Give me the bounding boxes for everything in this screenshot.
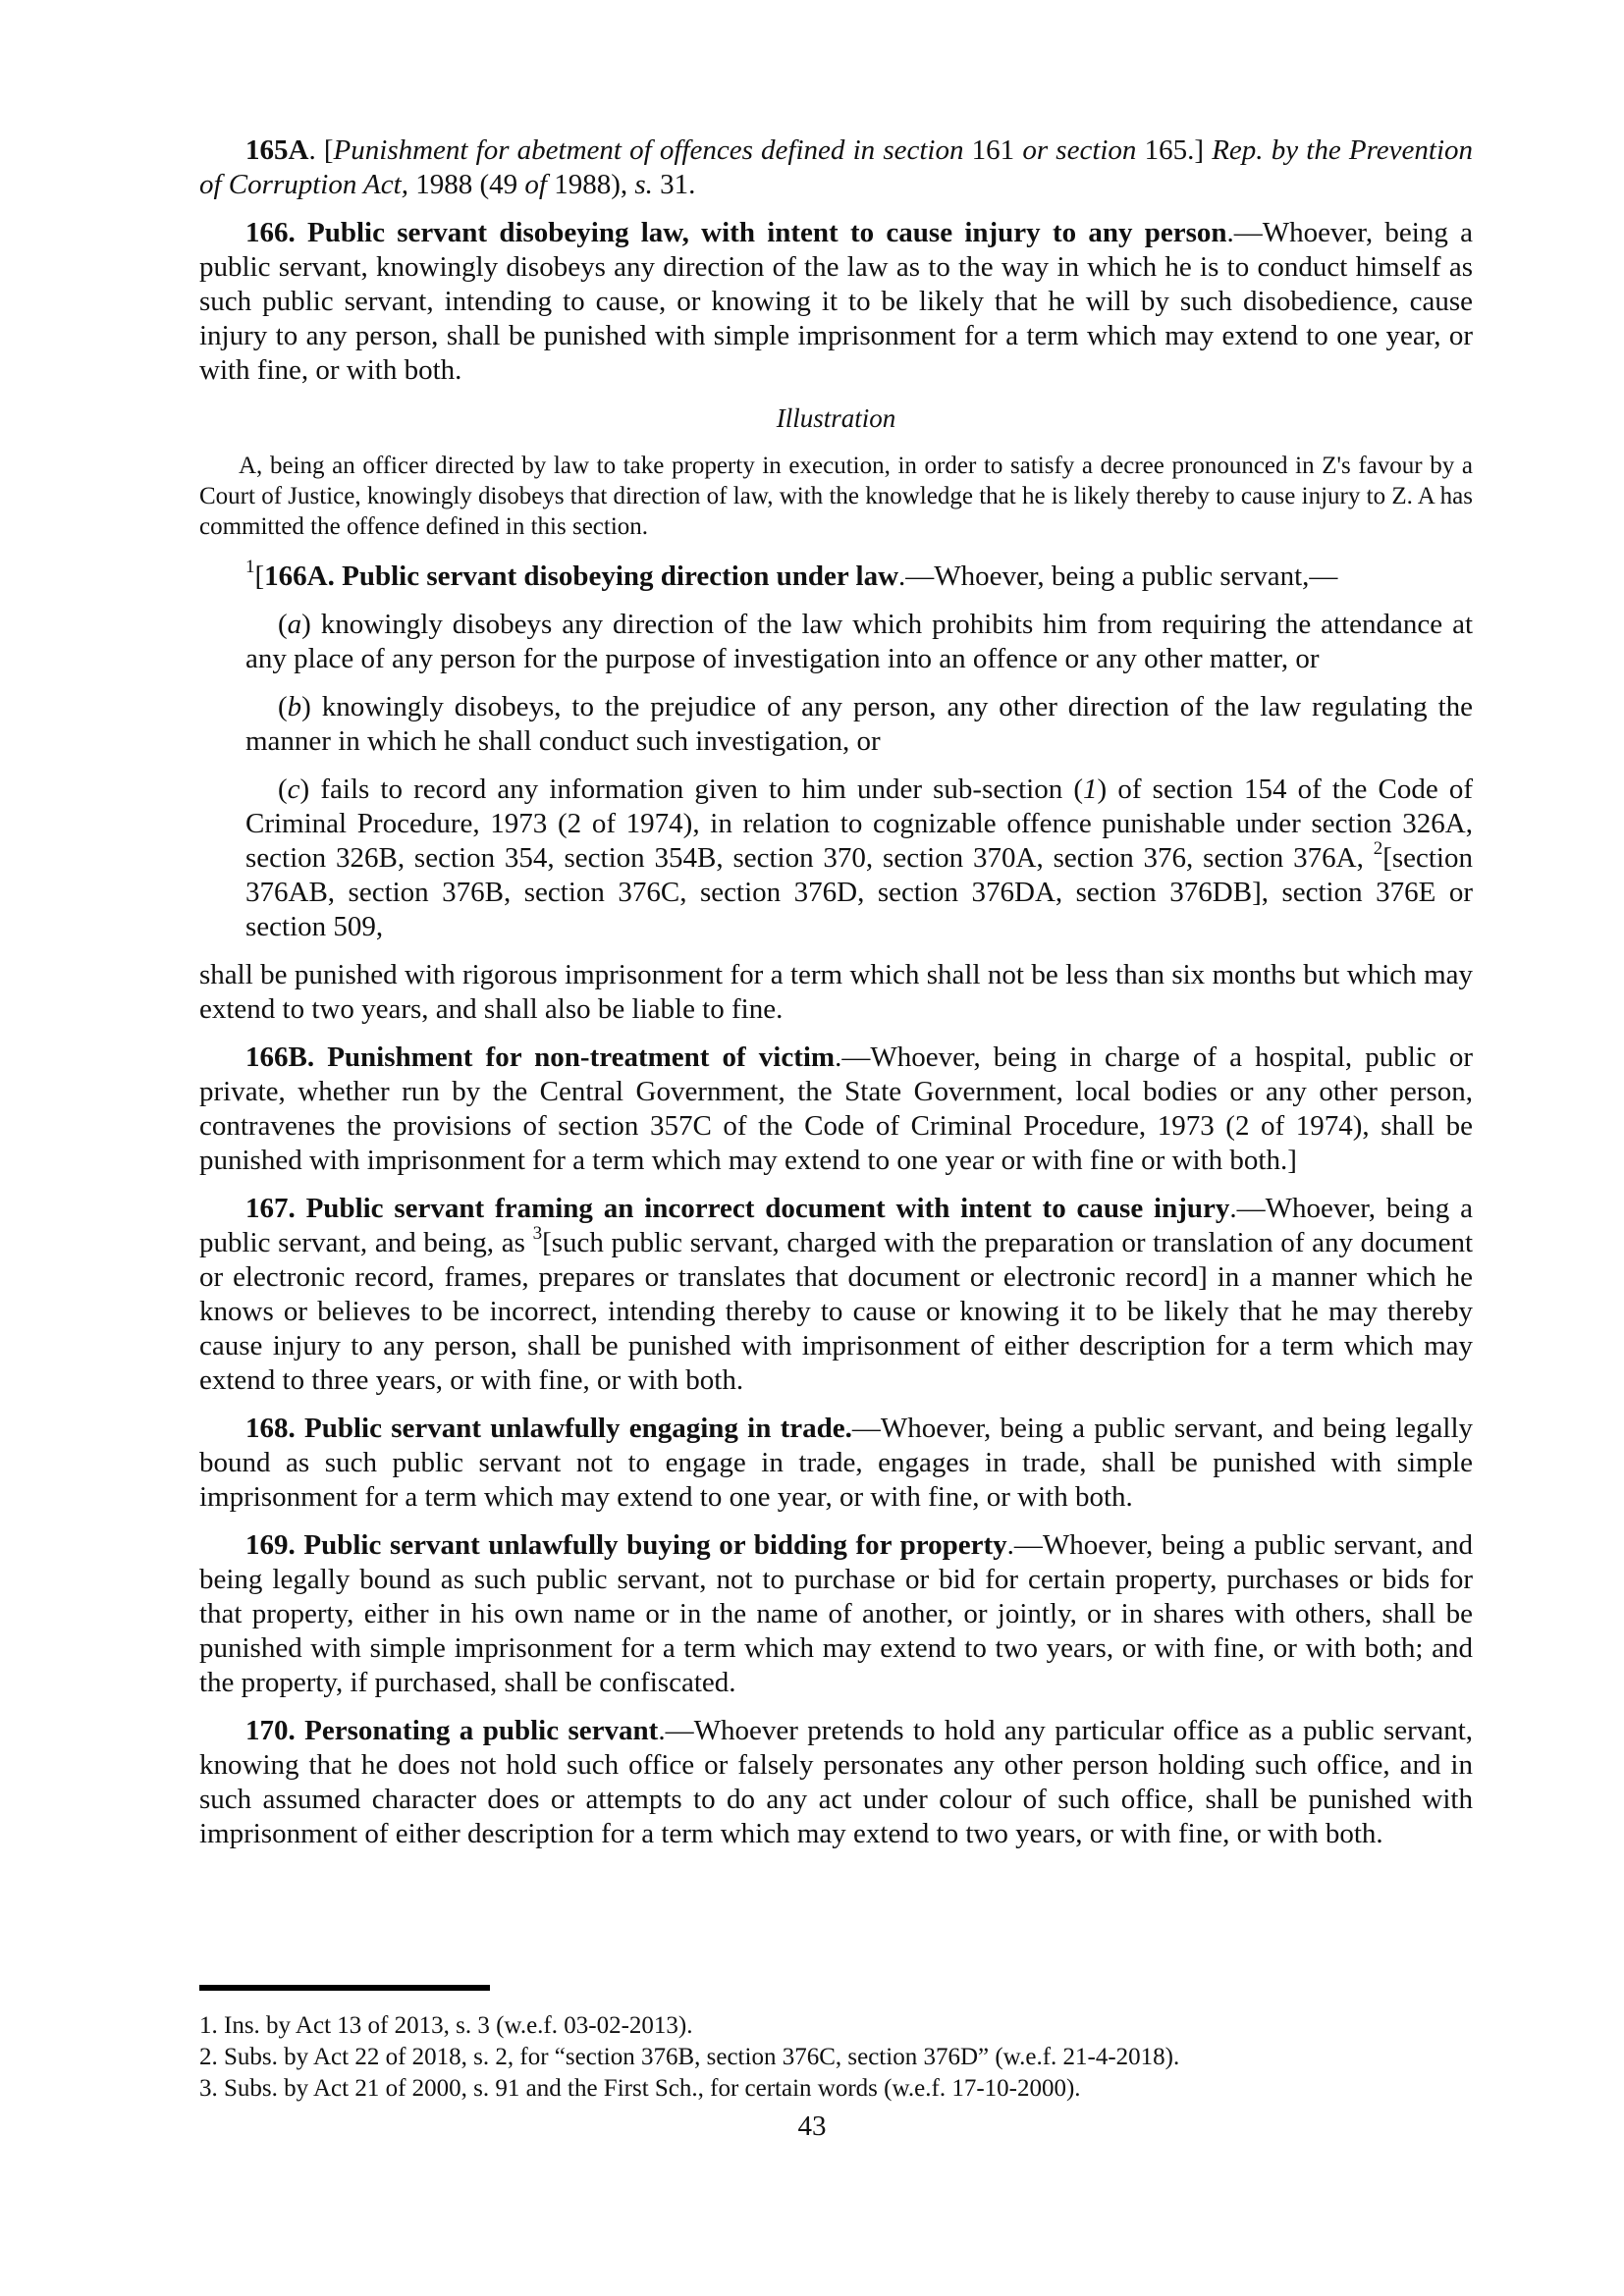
text-run: [: [254, 561, 265, 592]
text-run: of: [524, 169, 555, 200]
text-run: Rep. by the Prevention of Corruption Act,: [199, 134, 1474, 200]
text-run: .—Whoever, being a public servant, knowingly disobeys any direction of the law as to the way in which he is to conduct himself as such public servant, intending to cause, or knowing it to be likely that he will by such disobedience, cause injury to any person, shall be punished with simple imprisonment for a term which may extend to one year, or with fine, or with both.: [199, 217, 1473, 386]
para-166a-closing: [199, 958, 1473, 1027]
clause-b: [245, 690, 1473, 759]
para-165a: [199, 133, 1473, 202]
text-run: . [: [308, 134, 334, 166]
para-166: [199, 216, 1473, 388]
text-run: .—Whoever pretends to hold any particular office as a public servant, knowing that he does not hold such office or falsely personates any other person holding such office, and in such assumed character does or attempts to do any act under colour of such office, shall be punished with imprisonment of either description for a term which may extend to two years, or with fine, or with both.: [199, 1715, 1474, 1849]
footnotes: [199, 1985, 1473, 2105]
text-run: 167. Public servant framing an incorrect document with intent to cause injury: [245, 1193, 1230, 1224]
text-run: —Whoever, being a public servant, and being legally bound as such public servant not to engage in trade, engages in trade, shall be punished with simple imprisonment for a term which may extend to one year, or with fine, or with both.: [199, 1413, 1473, 1513]
text-run: c: [287, 774, 300, 805]
text-run: 168. Public servant unlawfully engaging in trade.: [245, 1413, 852, 1444]
text-run: (: [278, 609, 288, 640]
footnotes-list: [199, 2010, 1473, 2105]
footnote-separator: [199, 1985, 490, 1991]
text-run: s.: [634, 169, 661, 200]
text-run: ) knowingly disobeys, to the prejudice of any person, any other direction of the law regulating the manner in which he shall conduct such investigation, or: [245, 691, 1473, 757]
document-body: [199, 133, 1473, 1865]
text-run: Illustration: [776, 403, 896, 433]
para-169: [199, 1528, 1473, 1700]
text-run: (: [278, 774, 288, 805]
text-run: b: [287, 691, 302, 722]
para-166a: [199, 557, 1473, 594]
text-run: ) of section 154 of the Code of Criminal Procedure, 1973 (2 of 1974), in relation to cognizable offence punishable under section 326A, section 326B, section 354, section 354B, section 370, section 370A, section 376, section 376A,: [245, 774, 1474, 874]
text-run: shall be punished with rigorous imprisonment for a term which shall not be less than six months but which may extend to two years, and shall also be liable to fine.: [199, 959, 1473, 1025]
text-run: 161: [971, 134, 1023, 166]
clause-c: [245, 773, 1473, 944]
text-run: 166. Public servant disobeying law, with intent to cause injury to any person: [245, 217, 1227, 248]
text-run: .—Whoever, being a public servant,—: [898, 561, 1338, 592]
text-run: [section 376AB, section 376B, section 376C, section 376D, section 376DA, section 376DB], section 376E or section 509,: [245, 842, 1473, 942]
illustration-heading: [199, 401, 1473, 435]
text-run: .—Whoever, being a public servant, and being legally bound as such public servant, not to purchase or bid for certain property, purchases or bids for that property, either in his own name or in the name of another, or jointly, or in shares with others, shall be punished with simple imprisonment for a term which may extend to two years, or with fine, or with both; and the property, if purchased, shall be confiscated.: [199, 1529, 1473, 1698]
footnote: 1. Ins. by Act 13 of 2013, s. 3 (w.e.f. 03-02-2013).: [199, 2012, 693, 2039]
footnote-reference: 3: [532, 1223, 543, 1245]
text-run: Punishment for abetment of offences defined in section: [333, 134, 972, 166]
text-run: ) fails to record any information given to him under sub-section (: [299, 774, 1084, 805]
text-run: A, being an officer directed by law to take property in execution, in order to satisfy a decree pronounced in Z's favour by a Court of Justice, knowingly disobeys that direction of law, with the knowledge that he is likely thereby to cause injury to Z. A has committed the offence defined in this section.: [199, 453, 1473, 540]
illustration-body: [199, 451, 1473, 542]
text-run: 165A: [245, 134, 309, 166]
clause-a: [245, 608, 1473, 676]
footnote: 2. Subs. by Act 22 of 2018, s. 2, for “section 376B, section 376C, section 376D” (w.e.f. 21-4-2018).: [199, 2044, 1180, 2070]
text-run: a: [287, 609, 302, 640]
para-166b: [199, 1041, 1473, 1178]
text-run: or section: [1022, 134, 1145, 166]
text-run: (: [278, 691, 288, 722]
text-run: 1: [1083, 774, 1098, 805]
footnote: 3. Subs. by Act 21 of 2000, s. 91 and the First Sch., for certain words (w.e.f. 17-10-2000).: [199, 2075, 1081, 2102]
text-run: 166A. Public servant disobeying direction under law: [264, 561, 899, 592]
footnote-reference: 2: [1373, 838, 1383, 860]
para-167: [199, 1192, 1473, 1398]
text-run: .—Whoever, being a public servant, and being, as: [199, 1193, 1473, 1258]
text-run: 169. Public servant unlawfully buying or bidding for property: [245, 1529, 1007, 1561]
text-run: 170. Personating a public servant: [245, 1715, 659, 1746]
text-run: [such public servant, charged with the preparation or translation of any document or electronic record, frames, prepares or translates that document or electronic record] in a manner which he knows or believes to be incorrect, intending thereby to cause or knowing it to be likely that he may thereby cause injury to any person, shall be punished with imprisonment of either description for a term which may extend to three years, or with fine, or with both.: [199, 1227, 1474, 1396]
text-run: ) knowingly disobeys any direction of the law which prohibits him from requiring the attendance at any place of any person for the purpose of investigation into an offence or any other matter, or: [245, 609, 1473, 674]
page-number: 43: [797, 2110, 827, 2142]
text-run: 31.: [660, 169, 696, 200]
text-run: 1988),: [554, 169, 635, 200]
footnote-reference: 1: [245, 557, 255, 578]
para-170: [199, 1714, 1473, 1851]
para-168: [199, 1412, 1473, 1515]
text-run: 166B. Punishment for non-treatment of victim: [245, 1041, 836, 1073]
text-run: 165.]: [1144, 134, 1213, 166]
text-run: .—Whoever, being in charge of a hospital, public or private, whether run by the Central Government, the State Government, local bodies or any other person, contravenes the provisions of section 357C of the Code of Criminal Procedure, 1973 (2 of 1974), shall be punished with imprisonment for a term which may extend to one year or with fine or with both.]: [199, 1041, 1473, 1176]
text-run: 1988 (49: [415, 169, 525, 200]
